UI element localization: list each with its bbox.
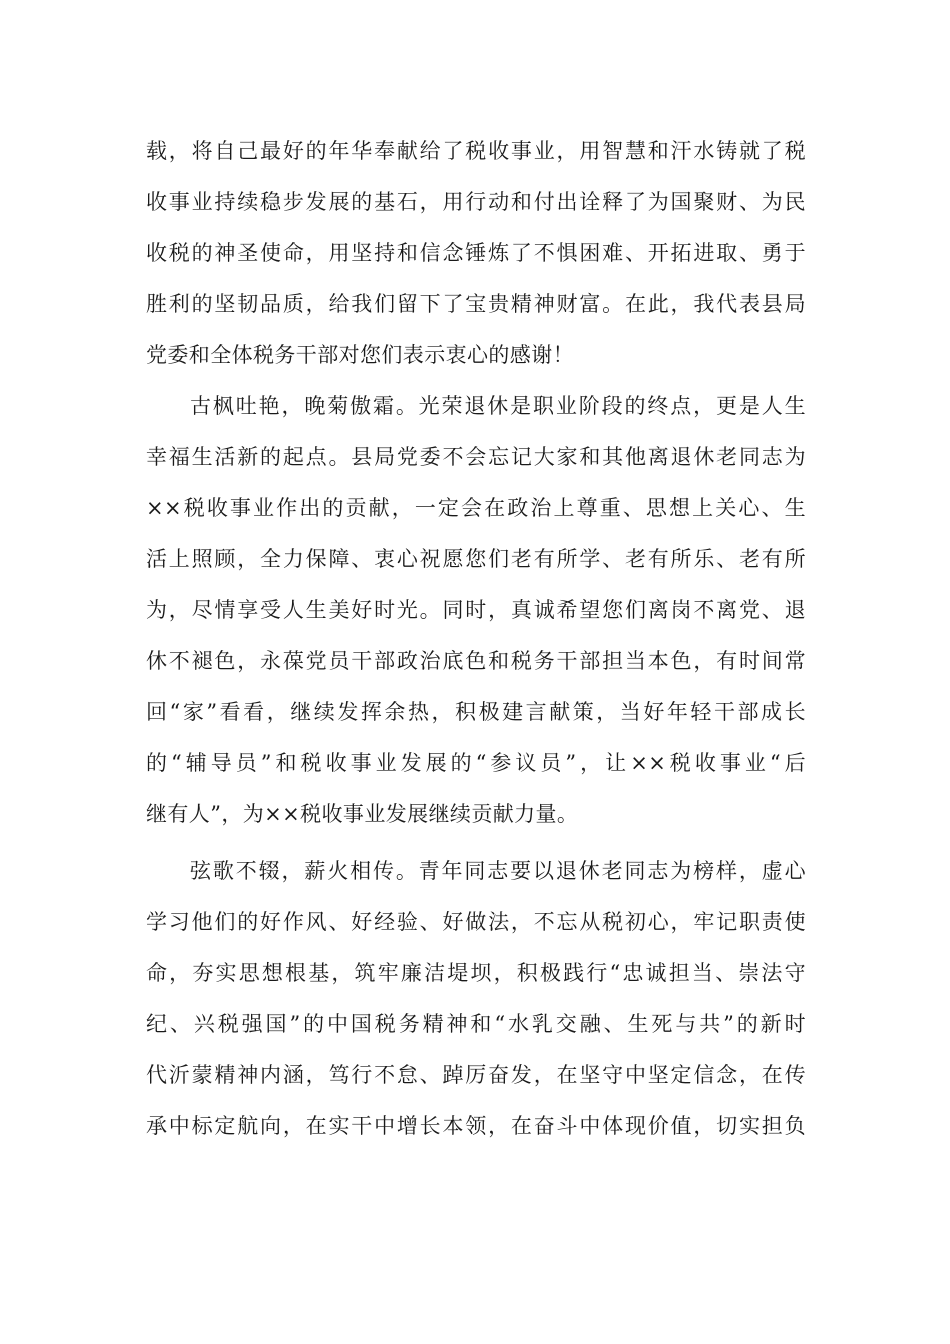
paragraph-line: 承中标定航向，在实干中增长本领，在奋斗中体现价值，切实担负	[146, 1114, 806, 1138]
paragraph-line: 为，尽情享受人生美好时光。同时，真诚希望您们离岗不离党、退	[146, 598, 806, 622]
paragraph-first-line: 古枫吐艳，晚菊傲霜。光荣退休是职业阶段的终点，更是人生	[190, 394, 806, 418]
paragraph-line: 党委和全体税务干部对您们表示衷心的感谢！	[146, 343, 574, 367]
paragraph-line: 代沂蒙精神内涵，笃行不怠、踔厉奋发，在坚守中坚定信念，在传	[146, 1063, 806, 1087]
paragraph-line: ××税收事业作出的贡献，一定会在政治上尊重、思想上关心、生	[146, 496, 806, 520]
paragraph-line: 学习他们的好作风、好经验、好做法，不忘从税初心，牢记职责使	[146, 910, 806, 934]
paragraph-line: 命，夯实思想根基，筑牢廉洁堤坝，积极践行“忠诚担当、崇法守	[146, 961, 806, 985]
paragraph-line: 回“家”看看，继续发挥余热，积极建言献策，当好年轻干部成长	[146, 700, 806, 724]
paragraph-line: 载，将自己最好的年华奉献给了税收事业，用智慧和汗水铸就了税	[146, 139, 806, 163]
paragraph-2	[146, 381, 806, 840]
paragraph-line: 收税的神圣使命，用坚持和信念锤炼了不惧困难、开拓进取、勇于	[146, 241, 806, 265]
paragraph-first-line: 弦歌不辍，薪火相传。青年同志要以退休老同志为榜样，虚心	[190, 859, 806, 883]
paragraph-line: 继有人”，为××税收事业发展继续贡献力量。	[146, 802, 579, 826]
paragraph-3	[146, 846, 806, 1152]
paragraph-line: 幸福生活新的起点。县局党委不会忘记大家和其他离退休老同志为	[146, 445, 806, 469]
paragraph-line: 胜利的坚韧品质，给我们留下了宝贵精神财富。在此，我代表县局	[146, 292, 806, 316]
paragraph-1	[146, 126, 806, 381]
paragraph-line: 活上照顾，全力保障、衷心祝愿您们老有所学、老有所乐、老有所	[146, 547, 806, 571]
paragraph-line: 纪、兴税强国”的中国税务精神和“水乳交融、生死与共”的新时	[146, 1012, 806, 1036]
paragraph-line: 的“辅导员”和税收事业发展的“参议员”，让××税收事业“后	[146, 751, 806, 775]
paragraph-line: 休不褪色，永葆党员干部政治底色和税务干部担当本色，有时间常	[146, 649, 806, 673]
paragraph-line: 收事业持续稳步发展的基石，用行动和付出诠释了为国聚财、为民	[146, 190, 806, 214]
